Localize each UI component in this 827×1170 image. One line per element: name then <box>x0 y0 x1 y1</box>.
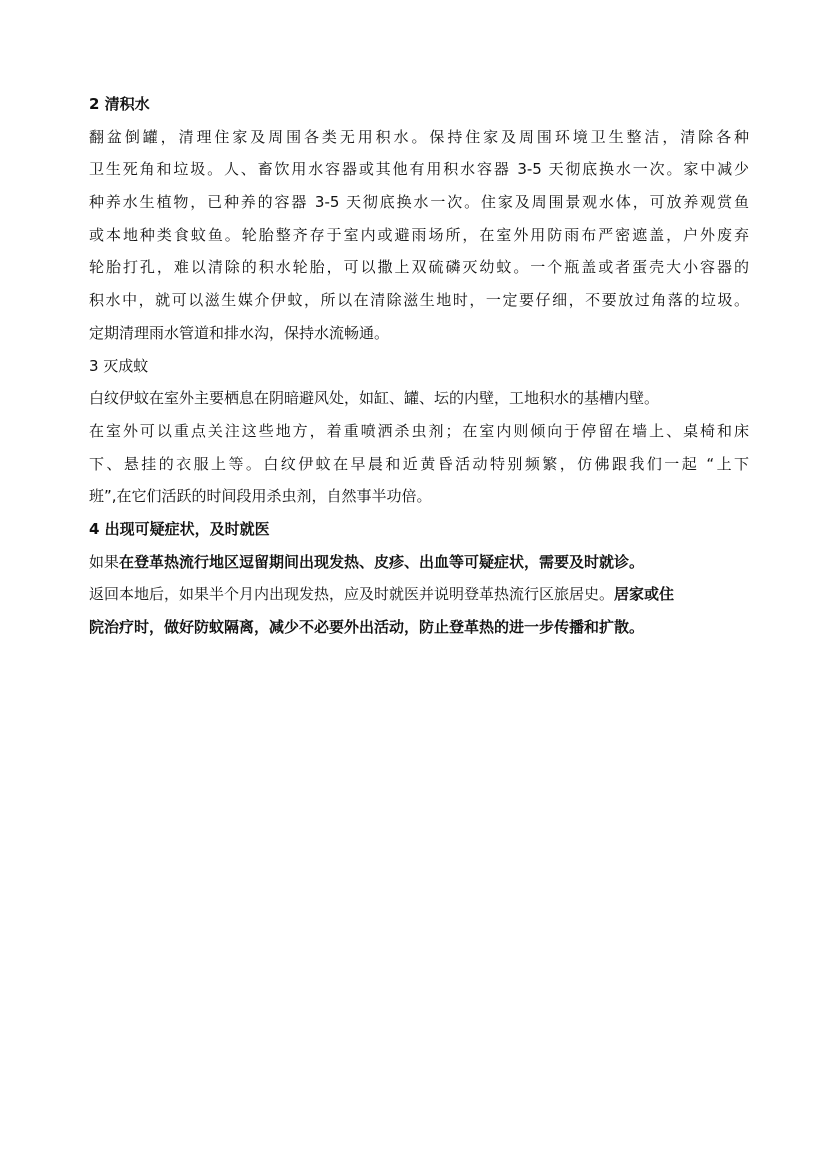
section-2-line-5: 轮胎打孔，难以清除的积水轮胎，可以撒上双硫磷灭幼蚊。一个瓶盖或者蛋壳大小容器的 <box>89 258 749 277</box>
section-3-heading: 3 灭成蚊 <box>89 356 149 375</box>
section-4-line-1 <box>89 546 749 579</box>
section-2-line-4: 或本地种类食蚊鱼。轮胎整齐存于室内或避雨场所，在室外用防雨布严密遮盖，户外废弃 <box>89 225 749 244</box>
section-3-line-1: 白纹伊蚊在室外主要栖息在阴暗避风处，如缸、罐、坛的内壁，工地积水的基槽内壁。 <box>89 389 660 408</box>
document-page <box>89 88 749 644</box>
section-3-line-4: 班”,在它们活跃的时间段用杀虫剂，自然事半功倍。 <box>89 487 432 506</box>
section-2-line-3: 种养水生植物，已种养的容器 3-5 天彻底换水一次。住家及周围景观水体，可放养观赏鱼 <box>89 193 749 212</box>
section-3-line-3: 下、悬挂的衣服上等。白纹伊蚊在早晨和近黄昏活动特别频繁，仿佛跟我们一起 “上下 <box>89 454 749 473</box>
section-4-line-2-bold: 居家或住 <box>614 585 675 604</box>
section-2-heading: 2 清积水 <box>89 95 150 113</box>
section-4-line-2-normal: 返回本地后，如果半个月内出现发热，应及时就医并说明登革热流行区旅居史。 <box>89 585 615 604</box>
section-4-line-1-bold: 在登革热流行地区逗留期间出现发热、皮疹、出血等可疑症状，需要及时就诊。 <box>119 552 645 571</box>
section-3-line-2: 在室外可以重点关注这些地方，着重喷洒杀虫剂；在室内则倾向于停留在墙上、桌椅和床 <box>89 421 749 440</box>
section-4-heading: 4 出现可疑症状，及时就医 <box>89 519 270 538</box>
section-2-line-6: 积水中，就可以滋生媒介伊蚊，所以在清除滋生地时，一定要仔细，不要放过角落的垃圾。 <box>89 291 749 310</box>
section-2-line-7: 定期清理雨水管道和排水沟，保持水流畅通。 <box>89 323 390 342</box>
section-4-line-3: 院治疗时，做好防蚊隔离，减少不必要外出活动，防止登革热的进一步传播和扩散。 <box>89 618 645 636</box>
section-2-line-1: 翻盆倒罐，清理住家及周围各类无用积水。保持住家及周围环境卫生整洁，清除各种 <box>89 127 749 146</box>
section-4-line-2 <box>89 578 749 611</box>
section-2-line-2: 卫生死角和垃圾。人、畜饮用水容器或其他有用积水容器 3-5 天彻底换水一次。家中减少 <box>89 160 749 179</box>
section-4-line-1-prefix: 如果 <box>89 552 120 571</box>
